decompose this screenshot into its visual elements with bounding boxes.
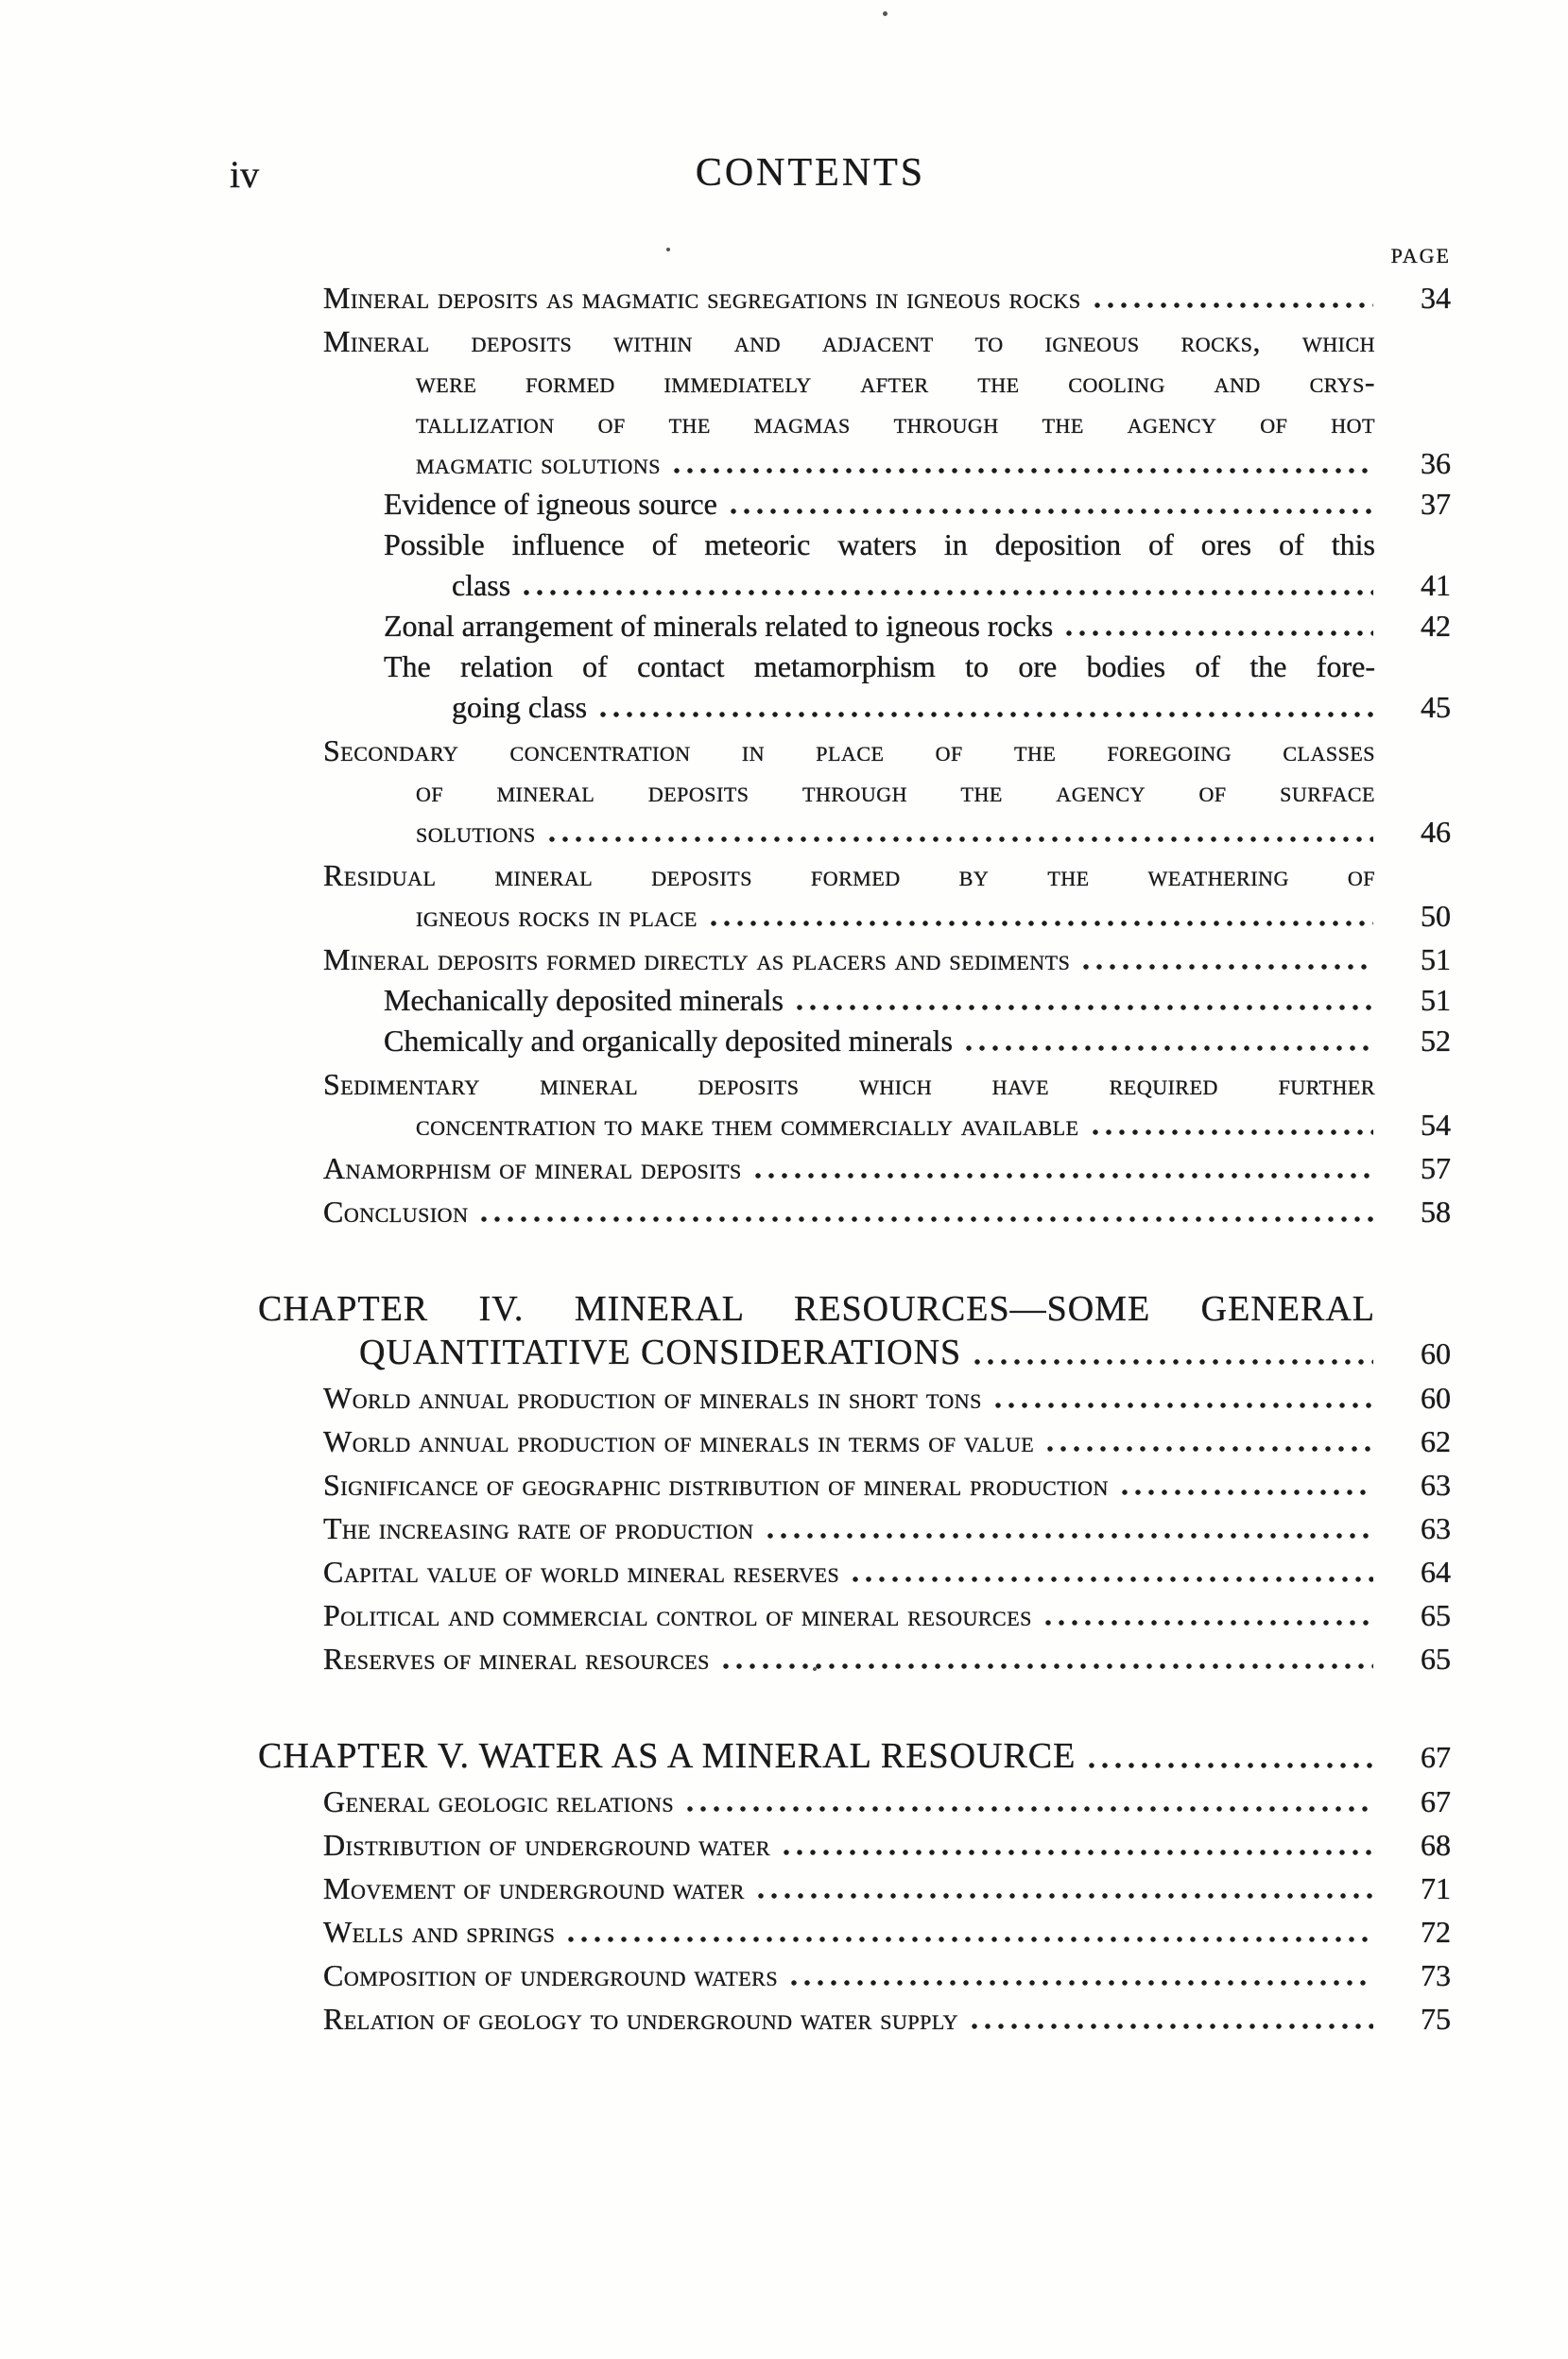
toc-entry-text: Political and commercial control of mineral resources [323,1598,1032,1632]
toc-page-number: 60 [1421,1381,1451,1415]
toc-entry [258,1064,1451,1145]
toc-entry-text: Wells and springs [323,1915,556,1949]
toc-entry [258,1465,1451,1506]
toc-entry [258,321,1451,484]
toc-page-number: 34 [1421,281,1451,315]
dot-leader [727,508,1373,514]
toc-entry-text: solutions [416,815,536,849]
dot-leader [1091,302,1373,308]
dot-leader [1079,964,1373,970]
toc-entry-text: The relation of contact metamorphism to ore bodies of the fore- [384,649,1375,683]
toc-page-number: 36 [1421,446,1451,480]
dot-leader [564,1937,1373,1942]
toc-page-number: 45 [1421,690,1451,724]
toc-entry-text: going class [452,690,588,724]
dot-leader [849,1576,1373,1582]
dot-leader [971,1359,1373,1365]
toc-entry [258,1825,1451,1866]
toc-entry [258,646,1451,728]
dot-leader [1085,1763,1373,1768]
page-header [0,142,1568,204]
scan-speckle [883,11,887,16]
toc-entry-text: The increasing rate of production [323,1511,754,1545]
toc-page-number: 63 [1421,1468,1451,1502]
toc-entry [258,1595,1451,1636]
toc-page-number: 37 [1421,487,1451,521]
dot-leader [683,1806,1373,1812]
toc-entry [258,1912,1451,1953]
toc-entry [258,1552,1451,1593]
toc-entry-text: General geologic relations [323,1784,675,1818]
dot-leader [764,1533,1373,1539]
toc-page-number: 51 [1421,942,1451,976]
toc-entry-text: of mineral deposits through the agency of surface [416,774,1375,808]
toc-page-number: 46 [1421,815,1451,849]
toc-entry-text: Significance of geographic distribution of mineral production [323,1468,1109,1502]
toc-entry [258,939,1451,980]
page-column-header: PAGE [1390,244,1451,267]
toc-page-number: 67 [1421,1740,1451,1774]
toc-entry-text: Possible influence of meteoric waters in deposition of ores of this [384,527,1375,561]
toc-entry [258,1734,1451,1779]
toc-entry [258,980,1451,1021]
toc-entry-text: concentration to make them commercially available [416,1108,1079,1142]
toc-entry-text: were formed immediately after the cooling and crys- [416,365,1375,399]
toc-entries [258,278,1451,2040]
dot-leader [991,1403,1373,1408]
dot-leader [545,836,1373,842]
toc-page-number: 72 [1421,1915,1451,1949]
toc-page-number: 54 [1421,1108,1451,1142]
dot-leader [707,921,1373,926]
toc-entry [258,1868,1451,1909]
dot-leader [1043,1446,1373,1452]
toc-page-number: 58 [1421,1195,1451,1229]
toc-page-number: 57 [1421,1151,1451,1185]
toc-entry-text: Mineral deposits as magmatic segregations in igneous rocks [323,281,1081,315]
toc-entry [258,1192,1451,1232]
toc-entry [258,1378,1451,1419]
toc-entry-text: World annual production of minerals in terms of value [323,1424,1035,1458]
dot-leader [787,1980,1373,1986]
toc-entry-text: Movement of underground water [323,1871,745,1905]
dot-leader [780,1850,1373,1855]
toc-entry-text: Reserves of mineral resources [323,1642,710,1676]
toc-entry-text: Sedimentary mineral deposits which have required further [323,1067,1375,1101]
toc-entry-text: CHAPTER IV. MINERAL RESOURCES—SOME GENERAL [258,1289,1375,1329]
toc-entry-text: Composition of underground waters [323,1958,779,1992]
dot-leader [520,590,1373,595]
toc-entry [258,278,1451,319]
toc-entry-text: Mineral deposits within and adjacent to igneous rocks, which [323,324,1375,358]
toc-entry [258,1148,1451,1189]
table-of-contents [258,242,1451,2040]
toc-page-number: 65 [1421,1598,1451,1632]
dot-leader [1042,1620,1373,1626]
toc-entry-text: Residual mineral deposits formed by the weathering of [323,858,1375,892]
toc-entry-text: Anamorphism of mineral deposits [323,1151,742,1185]
toc-entry-text: magmatic solutions [416,446,662,480]
dot-leader [1089,1129,1373,1135]
toc-page-number: 73 [1421,1958,1451,1992]
toc-entry [258,484,1451,525]
dot-leader [793,1005,1373,1010]
toc-page-number: 64 [1421,1555,1451,1589]
toc-entry-text: CHAPTER V. WATER AS A MINERAL RESOURCE [258,1736,1077,1776]
toc-entry-text: Mineral deposits formed directly as placers and sediments [323,942,1071,976]
toc-page-number: 50 [1421,899,1451,933]
toc-entry-text: Distribution of underground water [323,1828,771,1862]
toc-entry [258,1955,1451,1996]
toc-entry [258,855,1451,937]
dot-leader [962,1045,1373,1051]
toc-entry [258,1508,1451,1549]
toc-entry [258,1782,1451,1822]
toc-entry-text: Relation of geology to underground water supply [323,2002,959,2036]
toc-page-number: 41 [1421,568,1451,602]
dot-leader [754,1893,1373,1899]
dot-leader [1118,1489,1373,1495]
toc-entry-text: Capital value of world mineral reserves [323,1555,840,1589]
toc-page-number: 75 [1421,2002,1451,2036]
toc-entry [258,731,1451,852]
toc-entry-text: World annual production of minerals in short tons [323,1381,982,1415]
dot-leader [596,712,1373,717]
toc-entry-text: igneous rocks in place [416,899,698,933]
toc-entry-text: Evidence of igneous source [384,487,717,521]
toc-entry-text: class [452,568,511,602]
toc-page-number: 62 [1421,1424,1451,1458]
toc-page-number: 42 [1421,609,1451,643]
toc-entry [258,1421,1451,1462]
toc-entry-text: tallization of the magmas through the agency of hot [416,405,1375,439]
toc-entry-text: Mechanically deposited minerals [384,983,784,1017]
dot-leader [719,1663,1373,1669]
page-title: CONTENTS [695,151,926,195]
toc-page-number: 60 [1421,1336,1451,1370]
toc-page-number: 65 [1421,1642,1451,1676]
folio-page-number: iv [230,153,260,196]
toc-entry-text: Secondary concentration in place of the foregoing classes [323,733,1376,767]
toc-entry [258,606,1451,646]
toc-page-number: 71 [1421,1871,1451,1905]
dot-leader [1062,630,1373,636]
toc-entry [258,1021,1451,1061]
toc-entry-text: Conclusion [323,1195,469,1229]
toc-entry-text: Chemically and organically deposited minerals [384,1024,953,1058]
toc-entry [258,1999,1451,2040]
toc-entry-text: Zonal arrangement of minerals related to igneous rocks [384,609,1054,643]
toc-page-number: 63 [1421,1511,1451,1545]
toc-page-number: 51 [1421,983,1451,1017]
toc-entry [258,1639,1451,1679]
toc-page-number: 52 [1421,1024,1451,1058]
toc-page-number: 68 [1421,1828,1451,1862]
toc-entry [258,1287,1451,1375]
toc-entry [258,525,1451,606]
toc-page-number: 67 [1421,1784,1451,1818]
dot-leader [670,468,1373,474]
dot-leader [751,1173,1373,1179]
toc-entry-text: QUANTITATIVE CONSIDERATIONS [359,1333,962,1372]
dot-leader [477,1216,1373,1222]
dot-leader [968,2023,1373,2029]
